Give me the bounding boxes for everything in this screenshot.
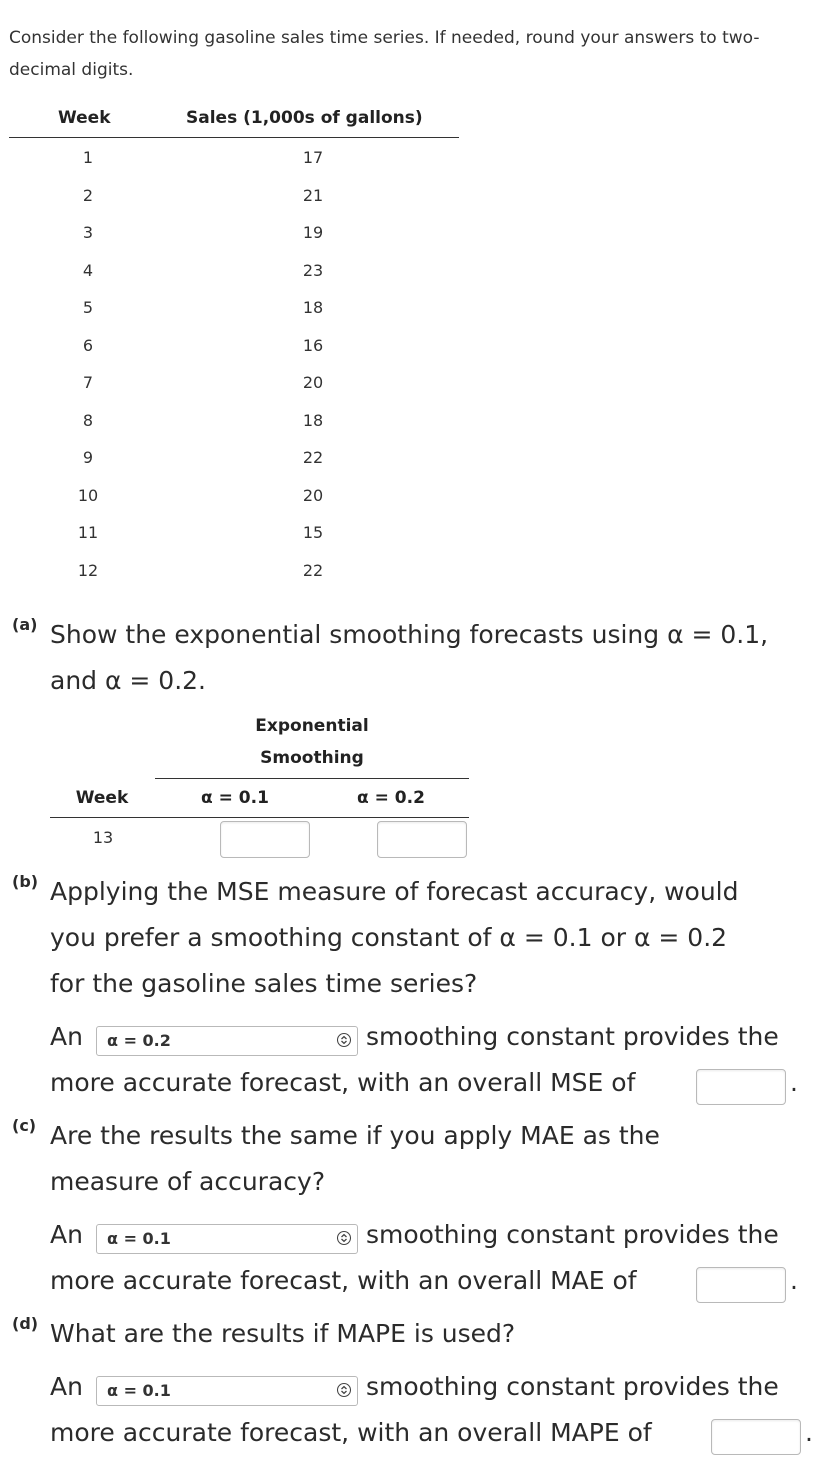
select-arrows-icon xyxy=(337,1032,351,1048)
week-cell: 5 xyxy=(82,298,94,317)
week-cell: 11 xyxy=(77,523,99,542)
sales-cell: 16 xyxy=(302,336,324,355)
exponential-group-header-line2: Smoothing xyxy=(260,748,364,768)
part-d-letter: (d) xyxy=(12,1314,39,1333)
sales-cell: 22 xyxy=(302,448,324,467)
part-b-an: An xyxy=(50,1022,83,1051)
week-cell: 12 xyxy=(77,561,99,580)
sales-cell: 15 xyxy=(302,523,324,542)
part-c-question-line1: Are the results the same if you apply MAE as the xyxy=(50,1121,660,1150)
part-c-answer-line: more accurate forecast, with an overall MAE of xyxy=(50,1266,637,1295)
part-c-an: An xyxy=(50,1220,83,1249)
select-arrows-icon xyxy=(337,1382,351,1398)
part-c-after-select: smoothing constant provides the xyxy=(366,1220,779,1249)
part-b-period: . xyxy=(790,1068,798,1097)
part-d-after-select: smoothing constant provides the xyxy=(366,1372,779,1401)
mae-input[interactable] xyxy=(696,1267,786,1303)
week-cell: 2 xyxy=(82,186,94,205)
part-d-period: . xyxy=(805,1418,813,1447)
alpha-01-header: α = 0.1 xyxy=(201,788,269,808)
week-cell: 10 xyxy=(77,486,99,505)
forecast-header-rule xyxy=(50,817,469,818)
part-a-question-line1: Show the exponential smoothing forecasts using α = 0.1, xyxy=(50,620,769,649)
part-b-letter: (b) xyxy=(12,872,39,891)
forecast-week-value: 13 xyxy=(92,828,114,847)
part-b-question-line1: Applying the MSE measure of forecast accuracy, would xyxy=(50,877,739,906)
part-c-question-line2: measure of accuracy? xyxy=(50,1167,326,1196)
part-c-letter: (c) xyxy=(12,1116,37,1135)
part-c-period: . xyxy=(790,1266,798,1295)
part-d-select-value: α = 0.1 xyxy=(107,1381,171,1400)
forecast-alpha-02-input[interactable] xyxy=(377,821,467,858)
part-a-letter: (a) xyxy=(12,615,38,634)
week-column-header: Week xyxy=(58,108,111,128)
week-cell: 4 xyxy=(82,261,94,280)
sales-cell: 20 xyxy=(302,486,324,505)
part-d-question-line1: What are the results if MAPE is used? xyxy=(50,1319,516,1348)
week-cell: 1 xyxy=(82,148,94,167)
part-b-answer-line: more accurate forecast, with an overall MSE of xyxy=(50,1068,636,1097)
part-d-answer-line: more accurate forecast, with an overall MAPE of xyxy=(50,1418,652,1447)
week-cell: 8 xyxy=(82,411,94,430)
part-a-question-line2: and α = 0.2. xyxy=(50,666,207,695)
part-c-alpha-select[interactable] xyxy=(96,1224,358,1254)
group-header-rule xyxy=(155,778,469,779)
exponential-group-header-line1: Exponential xyxy=(255,716,369,736)
forecast-week-header: Week xyxy=(75,788,129,808)
part-d-an: An xyxy=(50,1372,83,1401)
sales-cell: 22 xyxy=(302,561,324,580)
select-arrows-icon xyxy=(337,1230,351,1246)
part-b-question-line3: for the gasoline sales time series? xyxy=(50,969,478,998)
sales-cell: 20 xyxy=(302,373,324,392)
forecast-alpha-01-input[interactable] xyxy=(220,821,310,858)
mse-input[interactable] xyxy=(696,1069,786,1105)
part-c-select-value: α = 0.1 xyxy=(107,1229,171,1248)
sales-cell: 17 xyxy=(302,148,324,167)
part-b-question-line2: you prefer a smoothing constant of α = 0.1 or α = 0.2 xyxy=(50,923,728,952)
week-cell: 7 xyxy=(82,373,94,392)
intro-text: Consider the following gasoline sales time series. If needed, round your answers to two-decimal digits. xyxy=(9,28,760,80)
week-cell: 9 xyxy=(82,448,94,467)
sales-cell: 23 xyxy=(302,261,324,280)
week-cell: 3 xyxy=(82,223,94,242)
sales-cell: 21 xyxy=(302,186,324,205)
part-b-alpha-select[interactable] xyxy=(96,1026,358,1056)
table-header-rule xyxy=(9,137,459,138)
mape-input[interactable] xyxy=(711,1419,801,1455)
sales-cell: 19 xyxy=(302,223,324,242)
week-cell: 6 xyxy=(82,336,94,355)
part-d-alpha-select[interactable] xyxy=(96,1376,358,1406)
alpha-02-header: α = 0.2 xyxy=(357,788,425,808)
part-b-select-value: α = 0.2 xyxy=(107,1031,171,1050)
sales-cell: 18 xyxy=(302,298,324,317)
sales-column-header: Sales (1,000s of gallons) xyxy=(186,108,423,128)
part-b-after-select: smoothing constant provides the xyxy=(366,1022,779,1051)
sales-cell: 18 xyxy=(302,411,324,430)
